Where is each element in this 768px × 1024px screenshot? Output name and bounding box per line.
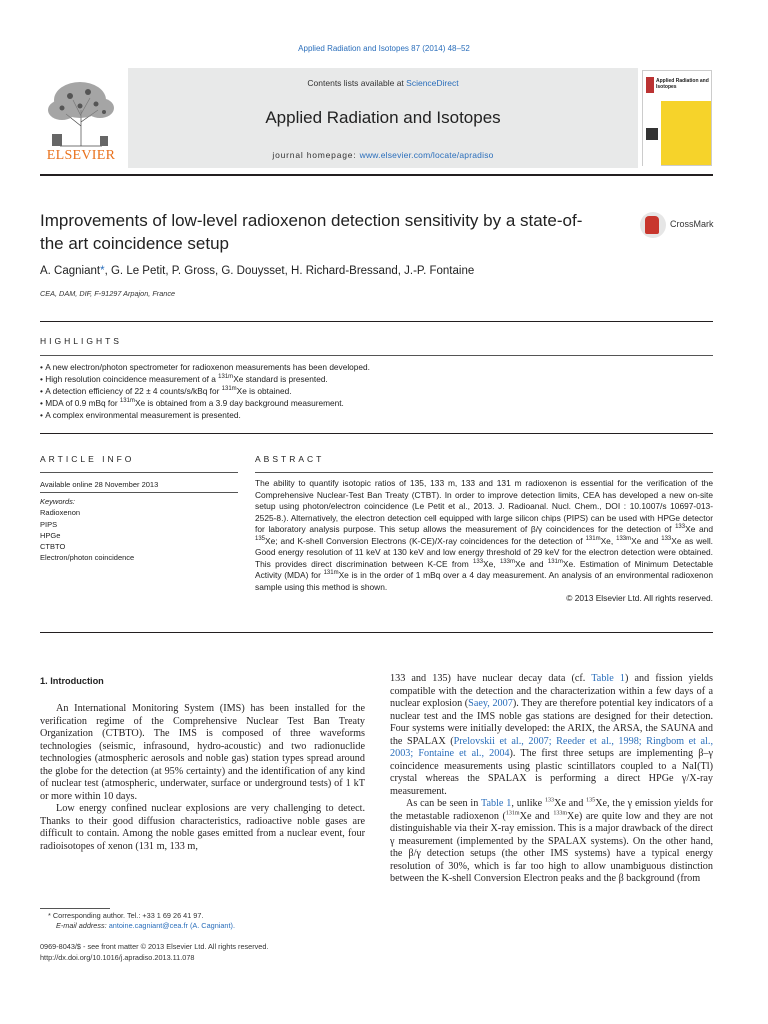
- author-list: [40, 265, 720, 277]
- highlights-bottom-rule: [40, 433, 713, 434]
- body-paragraph: 133 and 135) have nuclear decay data (cf. Table 1) and fission yields compatible with the detection and the characterization within a few days of a nuclear explosion (Saey, 2007). They are therefore potential key indicators of a nuclear test and the IMS noble gas stations are designed for their detection. Four systems were initially developed: the ARIX, the ARSA, the SAUNA and the SPALAX (Prelovskii et al., 2007; Reeder et al., 1998; Ringbom et al., 2003; Fontaine et al., 2004). The first three setups are implementing β–γ coincidence measurements using plastic scintillators coupled to a NaI(Tl) crystal whereas the SPALAX is performing a direct HPGe γ/X-ray measurement.: [390, 673, 713, 797]
- contents-line: [128, 78, 638, 88]
- cover-logo-mark: [646, 77, 654, 93]
- cover-header: [643, 71, 711, 101]
- body-paragraph: An International Monitoring System (IMS) has been installed for the verification regime of the Comprehensive Nuclear Test Ban Treaty Organization (CTBTO). The IMS is composed of three waveforms technologies (seismic, infrasound, hydro-acoustic) and two radionuclide technologies (atmospheric aerosols and noble gas) station types spread around the globe for the detection (at 95% certainty) and the identification of any kind of nuclear test (atmospheric, underwater, surface or underground tests) of 1 kT or more within 10 days.: [40, 703, 365, 802]
- abstract-divider: [255, 472, 713, 473]
- footnote-rule: [40, 908, 110, 909]
- footnote-corresponding: * Corresponding author. Tel.: +33 1 69 26 41 97.: [48, 911, 204, 920]
- masthead-banner: [128, 68, 638, 168]
- journal-masthead: [40, 68, 713, 172]
- keyword: Radioxenon: [40, 508, 81, 518]
- crossmark-icon: [640, 212, 666, 238]
- affiliation: CEA, DAM, DIF, F-91297 Arpajon, France: [40, 289, 176, 298]
- table-1-link[interactable]: Table 1: [480, 798, 512, 809]
- abstract-text: [255, 478, 713, 605]
- cover-band: [643, 101, 661, 167]
- abstract-body: The ability to quantify isotopic ratios of 135, 133 m, 133 and 131 m radioxenon is essential for the verification of the Comprehensive Nuclear-Test Ban Treaty (CTBT). In order to improve detection limits, CEA has developed a new on-site setup using photon/electron coincidence (Le Petit et al., 2013. J. Radioanal. Nucl. Chem., DOI : 10.1007/s 10697-013-2525-8.). Alternatively, the electron detection cell equipped with large silicon chips (PIPS) can be used with HPGe detector for laboratory analysis purpose. This setup allows the measurement of β/γ coincidences for the detection of $^{133}$Xe and $^{135}$Xe; and K-shell Conversion Electrons (K-CE)/X-ray coincidences for the detection of $^{131m}$Xe, $^{133m}$Xe and $^{133}$Xe as well. Good energy resolution of 11 keV at 130 keV and low energy threshold of 29 keV for the electron detection were obtained. This provides direct discrimination between K-CE from $^{133}$Xe, $^{133m}$Xe and $^{131m}$Xe. Estimation of Minimum Detectable Activity (MDA) for $^{131m}$Xe is in the order of 1 mBq over a 4 day measurement. An analysis of an environmental radioxenon sample using this method is shown.: [255, 478, 714, 592]
- keyword: Electron/photon coincidence: [40, 553, 135, 563]
- highlight-item: • MDA of 0.9 mBq for $^{131m}$Xe is obtained from a 3.9 day background measurement.: [40, 397, 710, 409]
- sciencedirect-link[interactable]: ScienceDirect: [406, 78, 459, 88]
- email-link[interactable]: antoine.cagniant@cea.fr (A. Cagniant).: [108, 921, 235, 930]
- available-online: Available online 28 November 2013: [40, 480, 159, 489]
- highlights-heading: HIGHLIGHTS: [40, 336, 122, 346]
- corresponding-author-mark[interactable]: *: [100, 265, 105, 277]
- article-title: Improvements of low-level radioxenon detection sensitivity by a state-of-the art coincidence setup: [40, 211, 583, 253]
- body-right-column: [390, 673, 713, 886]
- highlight-item: • A new electron/photon spectrometer for radioxenon measurements has been developed.: [40, 361, 710, 373]
- publisher-wordmark: ELSEVIER: [46, 148, 116, 163]
- keyword: CTBTO: [40, 542, 66, 552]
- body-paragraph: Low energy confined nuclear explosions are very challenging to detect. Thanks to their good diffusion characteristics, radioactive noble gases are difficult to contain. Among the noble gases emitted from a nuclear event, four radioisotopes of xenon (131 m, 133 m,: [40, 803, 365, 852]
- highlight-item: • A complex environmental measurement is presented.: [40, 409, 710, 421]
- running-header[interactable]: Applied Radiation and Isotopes 87 (2014) 48–52: [298, 44, 470, 53]
- article-info-heading: ARTICLE INFO: [40, 454, 135, 464]
- doi-link[interactable]: http://dx.doi.org/10.1016/j.apradiso.2013.11.078: [40, 953, 195, 962]
- crossmark-badge[interactable]: [640, 212, 720, 240]
- front-matter-bottom-rule: [40, 632, 713, 633]
- section-heading-introduction: 1. Introduction: [40, 676, 104, 686]
- journal-homepage-line: [128, 150, 638, 160]
- issn-line: 0969-8043/$ - see front matter © 2013 Elsevier Ltd. All rights reserved.: [40, 942, 269, 951]
- keyword: PIPS: [40, 519, 58, 529]
- highlight-item: • A detection efficiency of 22 ± 4 counts/s/kBq for $^{131m}$Xe is obtained.: [40, 385, 710, 397]
- keywords-label: Keywords:: [40, 497, 76, 506]
- table-1-link[interactable]: Table 1: [591, 673, 625, 684]
- article-info-divider: [40, 472, 238, 473]
- abstract-heading: ABSTRACT: [255, 454, 325, 464]
- citation-saey-2007[interactable]: Saey, 2007: [468, 698, 513, 709]
- crossmark-label: CrossMark: [670, 219, 714, 229]
- co-authors: , G. Le Petit, P. Gross, G. Douysset, H. Richard-Bressand, J.-P. Fontaine: [104, 265, 475, 277]
- journal-title: Applied Radiation and Isotopes: [265, 108, 501, 127]
- homepage-prefix: journal homepage:: [272, 150, 360, 160]
- highlights-list: [40, 361, 710, 421]
- body-left-column: [40, 703, 365, 853]
- corresponding-author[interactable]: A. Cagniant: [40, 265, 101, 277]
- cover-emblem: [646, 128, 658, 140]
- highlight-item: • High resolution coincidence measurement of a $^{131m}$Xe standard is presented.: [40, 373, 710, 385]
- article-info-divider-2: [40, 492, 238, 493]
- footnote-email: [56, 921, 376, 931]
- masthead-rule: [40, 174, 713, 176]
- highlights-top-rule: [40, 321, 713, 322]
- citation-group[interactable]: Prelovskii et al., 2007; Reeder et al., 1998; Ringbom et al., 2003; Fontaine et al., 2004: [390, 735, 713, 759]
- email-label: E-mail address:: [56, 921, 109, 930]
- homepage-link[interactable]: www.elsevier.com/locate/apradiso: [359, 150, 494, 160]
- body-paragraph: As can be seen in Table 1, unlike $^{133}$Xe and $^{135}$Xe, the γ emission yields for the metastable radioxenon ($^{131m}$Xe and $^{133m}$Xe) are quite low and they are not distinguishable via their X-ray emission. This is a major drawback of the direct γ measurement (implemented by the SPALAX systems). On the other hand, the β/γ detection setups (the other IMS systems) have a typical energy resolution of 30%, which is far too high to allow unambiguous distinction between the K-shell Conversion Electron peaks and the β background (from: [390, 797, 714, 884]
- keywords-block: [40, 496, 240, 564]
- contents-prefix: Contents lists available at: [307, 78, 407, 88]
- abstract-copyright: © 2013 Elsevier Ltd. All rights reserved.: [566, 593, 713, 603]
- highlights-divider: [40, 355, 713, 356]
- keyword: HPGe: [40, 530, 61, 540]
- cover-title: Applied Radiation and Isotopes: [656, 78, 709, 90]
- journal-cover-thumbnail[interactable]: [642, 70, 712, 166]
